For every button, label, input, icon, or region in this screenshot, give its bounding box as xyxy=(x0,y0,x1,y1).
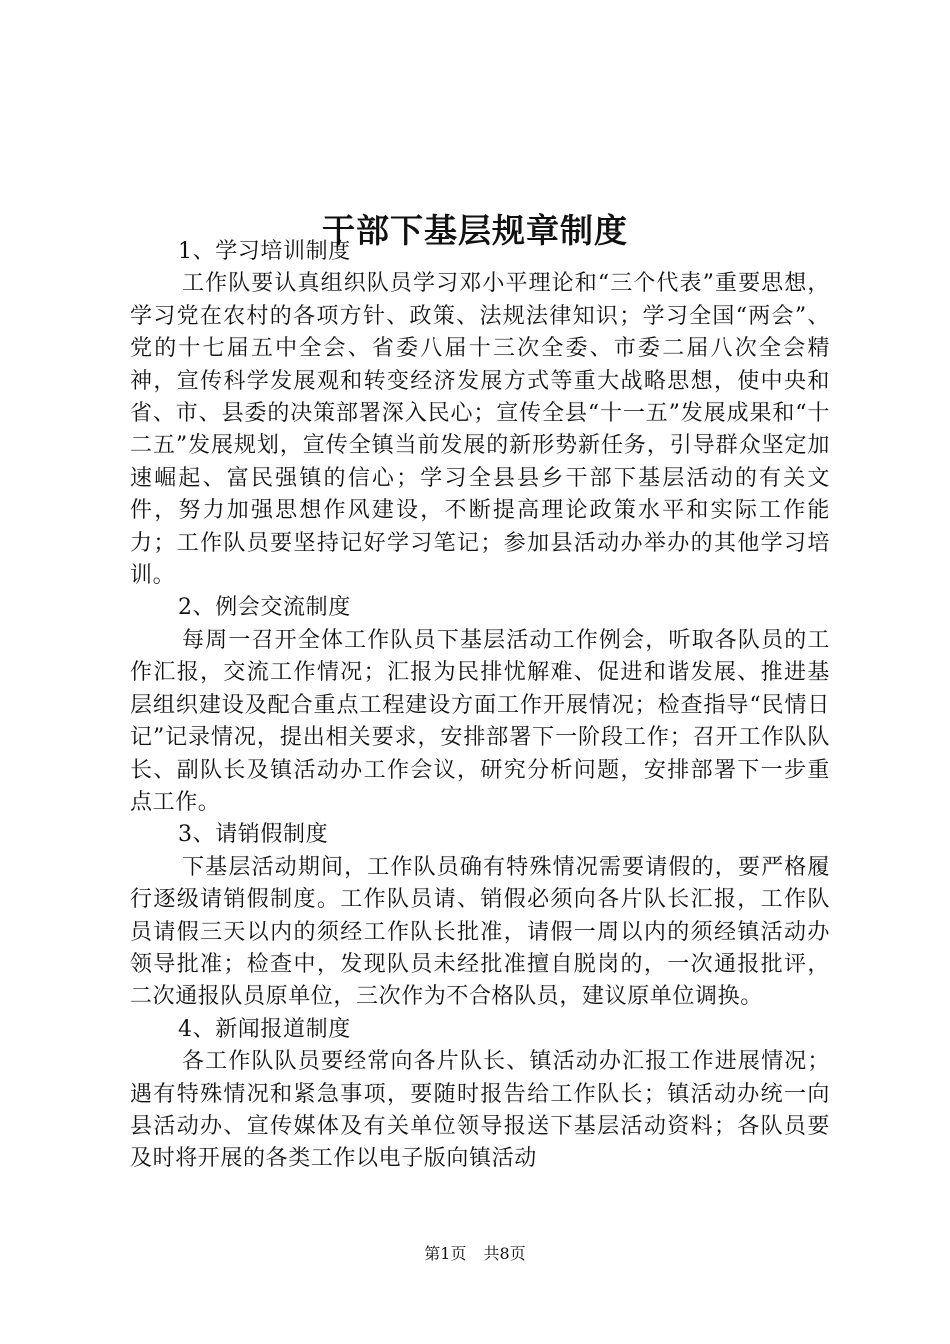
page-footer xyxy=(0,1243,950,1265)
document-body xyxy=(130,236,830,1176)
section-heading-study-training: 1、学习培训制度 xyxy=(178,239,351,264)
section-body-news-reporting: 各工作队队员要经常向各片队长、镇活动办汇报工作进展情况；遇有特殊情况和紧急事项，要随时报告给工作队长；镇活动办统一向县活动办、宣传媒体及有关单位领导报送下基层活动资料；各队员要及时将开展的各类工作以电子版向镇活动 xyxy=(130,1049,830,1172)
page-number-current: 第1页 xyxy=(424,1244,467,1263)
section-heading-news-reporting: 4、新闻报道制度 xyxy=(178,1016,351,1042)
section-body-weekly-meeting: 每周一召开全体工作队员下基层活动工作例会，听取各队员的工作汇报，交流工作情况；汇报为民排忧解难、促进和谐发展、推进基层组织建设及配合重点工程建设方面工作开展情况；检查指导“民情日记”记录情况，提出相关要求，安排部署下一阶段工作；召开工作队队长、副队长及镇活动办工作会议，研究分析问题，安排部署下一步重点工作。 xyxy=(130,627,830,815)
section-heading-leave-request: 3、请销假制度 xyxy=(178,822,329,848)
document-title: 干部下基层规章制度 xyxy=(322,211,628,251)
section-body-study-training: 工作队要认真组织队员学习邓小平理论和“三个代表”重要思想，学习党在农村的各项方针、政策、法规法律知识；学习全国“两会”、党的十七届五中全会、省委八届十三次全委、市委二届八次全会精神，宣传科学发展观和转变经济发展方式等重大战略思想，使中央和省、市、县委的决策部署深入民心；宣传全县“十一五”发展成果和“十二五”发展规划，宣传全镇当前发展的新形势新任务，引导群众坚定加速崛起、富民强镇的信心；学习全县县乡干部下基层活动的有关文件，努力加强思想作风建设，不断提高理论政策水平和实际工作能力；工作队员要坚持记好学习笔记；参加县活动办举办的其他学习培训。 xyxy=(130,271,830,589)
page-number-total: 共8页 xyxy=(483,1244,526,1263)
section-heading-weekly-meeting: 2、例会交流制度 xyxy=(178,595,351,621)
section-body-leave-request: 下基层活动期间，工作队员确有特殊情况需要请假的，要严格履行逐级请销假制度。工作队员请、销假必须向各片队长汇报，工作队员请假三天以内的须经工作队长批准，请假一周以内的须经镇活动办领导批准；检查中，发现队员未经批准擅自脱岗的，一次通报批评，二次通报队员原单位，三次作为不合格队员，建议原单位调换。 xyxy=(130,854,830,1010)
